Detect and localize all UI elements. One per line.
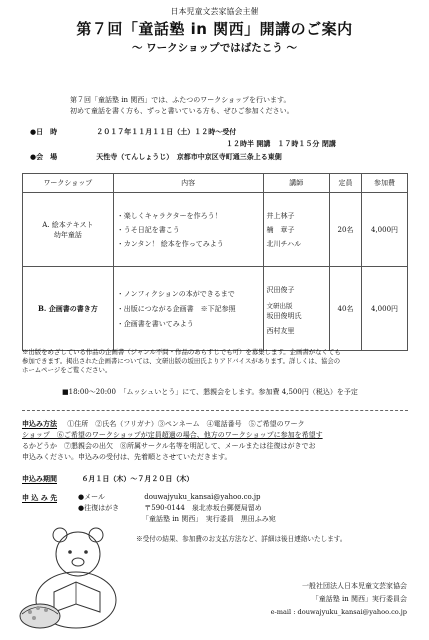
teachers-cell [263,267,329,351]
publisher-name: 文研出版 [266,301,293,310]
time-value: １２時半 開講 １７時１５分 閉講 [226,139,336,148]
mail-value[interactable]: douwajyuku_kansai@yahoo.co.jp [144,493,261,501]
content-item: ・うそ日記を書こう [116,225,180,234]
teacher-name: 沢田俊子 [266,285,295,294]
content-item: ・ノンフィクションの本ができるまで [116,289,235,298]
content-item: ・カンタン！ 絵本を作ってみよう [116,239,224,248]
manuscript-note [22,348,412,375]
teacher-name: 楠 章子 [266,225,295,234]
workshop-contents [113,267,263,351]
teacher-name: 井上林子 [266,211,295,220]
period-label: 申込み期間 [22,474,57,483]
page-subtitle: 〜 ワークショップではばたこう 〜 [132,42,297,54]
footer-email[interactable]: e-mail : douwajyuku_kansai@yahoo.co.jp [270,608,407,616]
table-header: 内容 [113,174,263,193]
teacher-name: 西村友里 [266,326,295,335]
table-row [23,267,408,351]
mail-row [78,492,408,503]
page-title: 第７回「童話塾 in 関西」開講のご案内 [76,20,353,38]
workshop-contents [113,193,263,267]
method-label: 申込み方法 [22,419,57,428]
workshop-table [22,173,408,351]
divider [22,410,408,411]
destination-label: 申 込 み 先 [22,493,58,502]
content-item: ・企画書を書いてみよう [116,319,194,328]
application-method [22,418,412,463]
method-line: 申込みください。申込みの受付は、先着順とさせていただきます。 [22,453,232,461]
content-item: ・出版につながる企画書 ※下記参照 [116,304,236,313]
date-label: ●日 時 [30,127,58,136]
destination-details [78,492,408,525]
place-row [30,152,282,162]
intro-line: 第７回「童話塾 in 関西」では、ふたつのワークショップを行います。 [70,96,291,104]
table-header: 講師 [263,174,329,193]
sponsor-text: 日本児童文芸家協会主催 [170,7,259,16]
bear-reading-illustration [18,520,126,632]
workshop-name: B. 企画書の書き方 [23,267,114,351]
fee-cell: 4,000円 [362,267,408,351]
date-value: ２０１７年１１月１１日（土）１２時〜受付 [96,127,237,136]
method-line: るかどうか ⑦懇親会の出欠 ⑧所属サークル名等を明記して、メールまたは往復はがきでお [22,442,316,450]
teacher-name: 坂田俊明氏 [266,311,302,320]
footer-committee: 「童話塾 in 関西」実行委員会 [311,595,407,603]
table-header: 定員 [329,174,361,193]
method-text: ①住所 ②氏名（フリガナ）③ペンネーム ④電話番号 ⑤ご希望のワーク [67,420,305,428]
footer-org: 一般社団法人日本児童文芸家協会 [302,582,407,590]
note-line: ホームページをご覧ください。 [22,366,112,374]
teacher-name: 北川チハル [266,239,302,248]
fee-cell: 4,000円 [362,193,408,267]
capacity-cell: 20名 [329,193,361,267]
method-line: ショップ ⑥ご希望のワークショップが定員超過の場合、他方のワークショップに参加を希望す [22,431,323,439]
period-value: ６月１日（木）〜７月２０日（木） [81,474,194,483]
party-text: ■18:00〜20:00 「ムッシュいとう」にて、懇親会をします。参加費 4,500円（税込）を予定 [62,388,358,396]
date-row [30,127,236,137]
footer [271,580,407,619]
post-row [78,503,408,514]
table-header: 参加費 [362,174,408,193]
note-line: ※出版をめざしている作品の企画書（ジャンル不問・作品のあらすじでも可）を募集します。企画書がなくても [22,348,341,356]
period-row [22,473,412,484]
post-address: 〒590-0144 泉北赤坂台郵便局留め [144,504,262,512]
workshop-name: A. 絵本テキスト 幼年童話 [23,193,114,267]
intro-line: 初めて童話を書く方も、ずっと書いている方も、ぜひご参加ください。 [70,107,294,115]
content-item: ・楽しくキャラクターを作ろう！ [116,211,222,220]
table-header-row [23,174,408,193]
teachers-cell [263,193,329,267]
place-label: ●会 場 [30,152,58,161]
result-note: ※受付の結果、参加費のお支払方法など、詳細は後日連絡いたします。 [136,535,347,543]
table-header: ワークショップ [23,174,114,193]
note-line: 参加できます。掲出された企画書については、文研出版の坂田氏よりアドバイスがあります。詳しくは、協会の [22,357,341,365]
place-value: 天性寺（てんしょうじ） 京都市中京区寺町通三条上る東側 [96,152,282,161]
intro-text [70,95,294,117]
capacity-cell: 40名 [329,267,361,351]
method-line-1 [22,418,412,430]
mail-label: ●メール [78,493,105,501]
table-row [23,193,408,267]
post-recipient: 「童話塾 in 関西」 実行委員 黒田ふみ宛 [142,515,276,523]
post-label: ●往復はがき [78,504,120,512]
